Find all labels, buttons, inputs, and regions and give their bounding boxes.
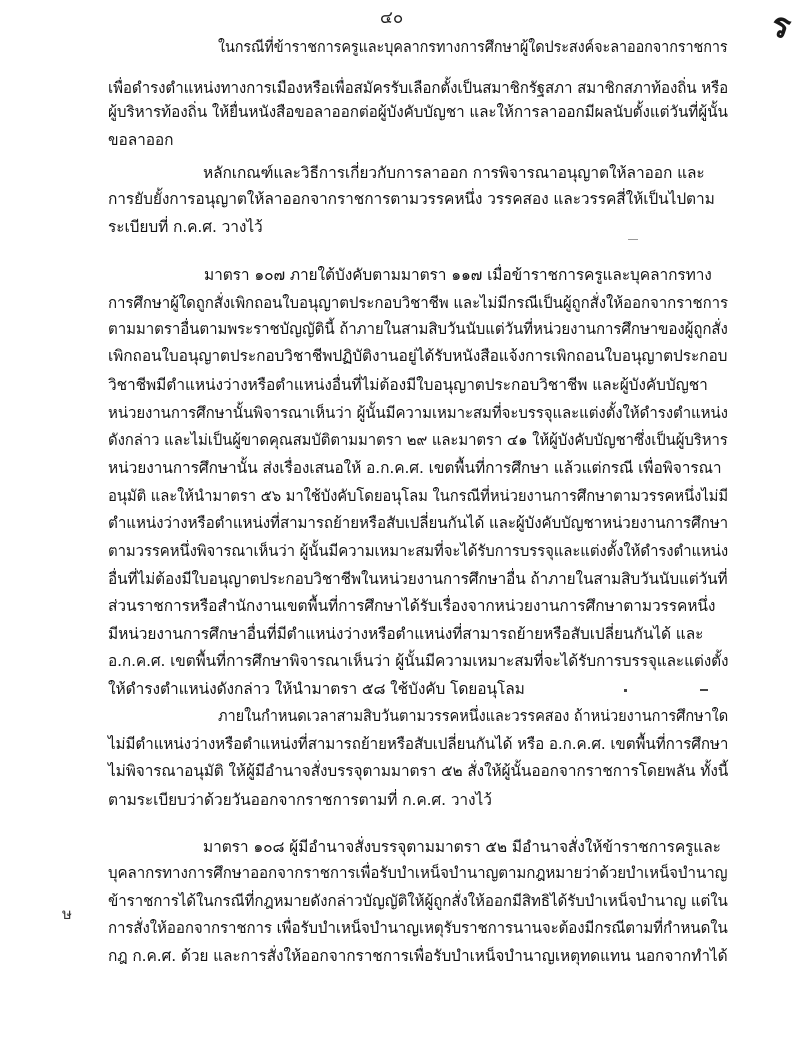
text-line: ส่วนราชการหรือสำนักงานเขตพื้นที่การศึกษาได้รับเรื่องจากหน่วยงานการศึกษาตามวรรคหนึ่ง <box>108 597 716 615</box>
text-line: การศึกษาผู้ใดถูกสั่งเพิกถอนใบอนุญาตประกอบวิชาชีพ และไม่มีกรณีเป็นผู้ถูกสั่งให้ออกจากราชการ <box>108 294 728 312</box>
text-line: หน่วยงานการศึกษานั้น ส่งเรื่องเสนอให้ อ.ก.ค.ศ. เขตพื้นที่การศึกษา แล้วแต่กรณี เพื่อพิจารณา <box>108 459 722 477</box>
text-line: วิชาชีพมีตำแหน่งว่างหรือตำแหน่งอื่นที่ไม่ต้องมีใบอนุญาตประกอบวิชาชีพ และผู้บังคับบัญชา <box>108 376 708 394</box>
page-number: ๔๐ <box>380 8 404 28</box>
text-line: ขอลาออก <box>108 131 174 149</box>
margin-mark: ษ <box>62 905 72 923</box>
text-line: ตามวรรคหนึ่งพิจารณาเห็นว่า ผู้นั้นมีความเหมาะสมที่จะได้รับการบรรจุและแต่งตั้งให้ดำรงตำแหน่ง <box>108 542 729 560</box>
scan-speck <box>624 689 627 692</box>
text-line: ดังกล่าว และไม่เป็นผู้ขาดคุณสมบัติตามมาตรา ๒๙ และมาตรา ๔๑ ให้ผู้บังคับบัญชาซึ่งเป็นผู้บริหาร <box>108 431 728 449</box>
text-line: ไม่มีตำแหน่งว่างหรือตำแหน่งที่สามารถย้ายหรือสับเปลี่ยนกันได้ หรือ อ.ก.ค.ศ. เขตพื้นที่การศึกษา <box>108 735 729 753</box>
text-line: อ.ก.ค.ศ. เขตพื้นที่การศึกษาพิจารณาเห็นว่า ผู้นั้นมีความเหมาะสมที่จะได้รับการบรรจุและแต่งตั้ง <box>108 652 729 670</box>
text-line: ผู้บริหารท้องถิ่น ให้ยื่นหนังสือขอลาออกต่อผู้บังคับบัญชา และให้การลาออกมีผลนับตั้งแต่วันที่ผู้นั้น <box>108 103 728 121</box>
text-line: การสั่งให้ออกจากราชการ เพื่อรับบำเหน็จบำนาญเหตุรับราชการนานจะต้องมีกรณีตามที่กำหนดใน <box>108 919 728 937</box>
text-line: ข้าราชการได้ในกรณีที่กฎหมายดังกล่าวบัญญัติให้ผู้ถูกสั่งให้ออกมีสิทธิได้รับบำเหน็จบำนาญ แต่ใน <box>108 892 728 910</box>
scan-speck <box>700 689 708 691</box>
text-line: ในกรณีที่ข้าราชการครูและบุคลากรทางการศึกษาผู้ใดประสงค์จะลาออกจากราชการ <box>218 38 728 56</box>
text-line: หน่วยงานการศึกษานั้นพิจารณาเห็นว่า ผู้นั้นมีความเหมาะสมที่จะบรรจุและแต่งตั้งให้ดำรงตำแหน่ง <box>108 404 728 422</box>
text-line: อนุมัติ และให้นำมาตรา ๕๖ มาใช้บังคับโดยอนุโลม ในกรณีที่หน่วยงานการศึกษาตามวรรคหนึ่งไม่มี <box>108 487 729 505</box>
text-line: กฎ ก.ค.ศ. ด้วย และการสั่งให้ออกจากราชการเพื่อรับบำเหน็จบำนาญเหตุทดแทน นอกจากทำได้ <box>108 947 728 965</box>
text-line: เพิกถอนใบอนุญาตประกอบวิชาชีพปฏิบัติงานอยู่ได้รับหนังสือแจ้งการเพิกถอนใบอนุญาตประกอบ <box>108 347 728 365</box>
text-line: ให้ดำรงตำแหน่งดังกล่าว ให้นำมาตรา ๕๘ ใช้บังคับ โดยอนุโลม <box>108 680 525 698</box>
text-line: เพื่อดำรงตำแหน่งทางการเมืองหรือเพื่อสมัครรับเลือกตั้งเป็นสมาชิกรัฐสภา สมาชิกสภาท้องถิ่น หรือ <box>108 79 729 97</box>
section-heading-108: มาตรา ๑๐๘ ผู้มีอำนาจสั่งบรรจุตามมาตรา ๕๒ มีอำนาจสั่งให้ข้าราชการครูและ <box>203 838 721 856</box>
scan-speck <box>628 239 638 240</box>
text-line: ตามระเบียบว่าด้วยวันออกจากราชการตามที่ ก.ค.ศ. วางไว้ <box>108 791 492 809</box>
text-line: มีหน่วยงานการศึกษาอื่นที่มีตำแหน่งว่างหรือตำแหน่งที่สามารถย้ายหรือสับเปลี่ยนกันได้ และ <box>108 625 704 643</box>
text-line: ไม่พิจารณาอนุมัติ ให้ผู้มีอำนาจสั่งบรรจุตามมาตรา ๕๒ สั่งให้ผู้นั้นออกจากราชการโดยพลัน ทั้งนี้ <box>108 762 729 780</box>
text-line: ภายในกำหนดเวลาสามสิบวันตามวรรคหนึ่งและวรรคสอง ถ้าหน่วยงานการศึกษาใด <box>218 707 729 725</box>
text-line: บุคลากรทางการศึกษาออกจากราชการเพื่อรับบำเหน็จบำนาญตามกฎหมายว่าด้วยบำเหน็จบำนาญ <box>108 864 728 882</box>
text-line: หลักเกณฑ์และวิธีการเกี่ยวกับการลาออก การพิจารณาอนุญาตให้ลาออก และ <box>203 164 705 182</box>
text-line: ตามมาตราอื่นตามพระราชบัญญัตินี้ ถ้าภายในสามสิบวันนับแต่วันที่หน่วยงานการศึกษาของผู้ถูกสั่ง <box>108 320 728 338</box>
text-line: ตำแหน่งว่างหรือตำแหน่งที่สามารถย้ายหรือสับเปลี่ยนกันได้ และผู้บังคับบัญชาหน่วยงานการศึกษา <box>108 514 729 532</box>
text-line: ระเบียบที่ ก.ค.ศ. วางไว้ <box>108 218 263 236</box>
text-line: การยับยั้งการอนุญาตให้ลาออกจากราชการตามวรรคหนึ่ง วรรคสอง และวรรคสี่ให้เป็นไปตาม <box>108 190 715 208</box>
text-line: อื่นที่ไม่ต้องมีใบอนุญาตประกอบวิชาชีพในหน่วยงานการศึกษาอื่น ถ้าภายในสามสิบวันนับแต่วันที่ <box>108 570 728 588</box>
section-heading-107: มาตรา ๑๐๗ ภายใต้บังคับตามมาตรา ๑๑๗ เมื่อข้าราชการครูและบุคลากรทาง <box>204 266 712 284</box>
handwritten-corner-mark: ร <box>765 4 796 48</box>
